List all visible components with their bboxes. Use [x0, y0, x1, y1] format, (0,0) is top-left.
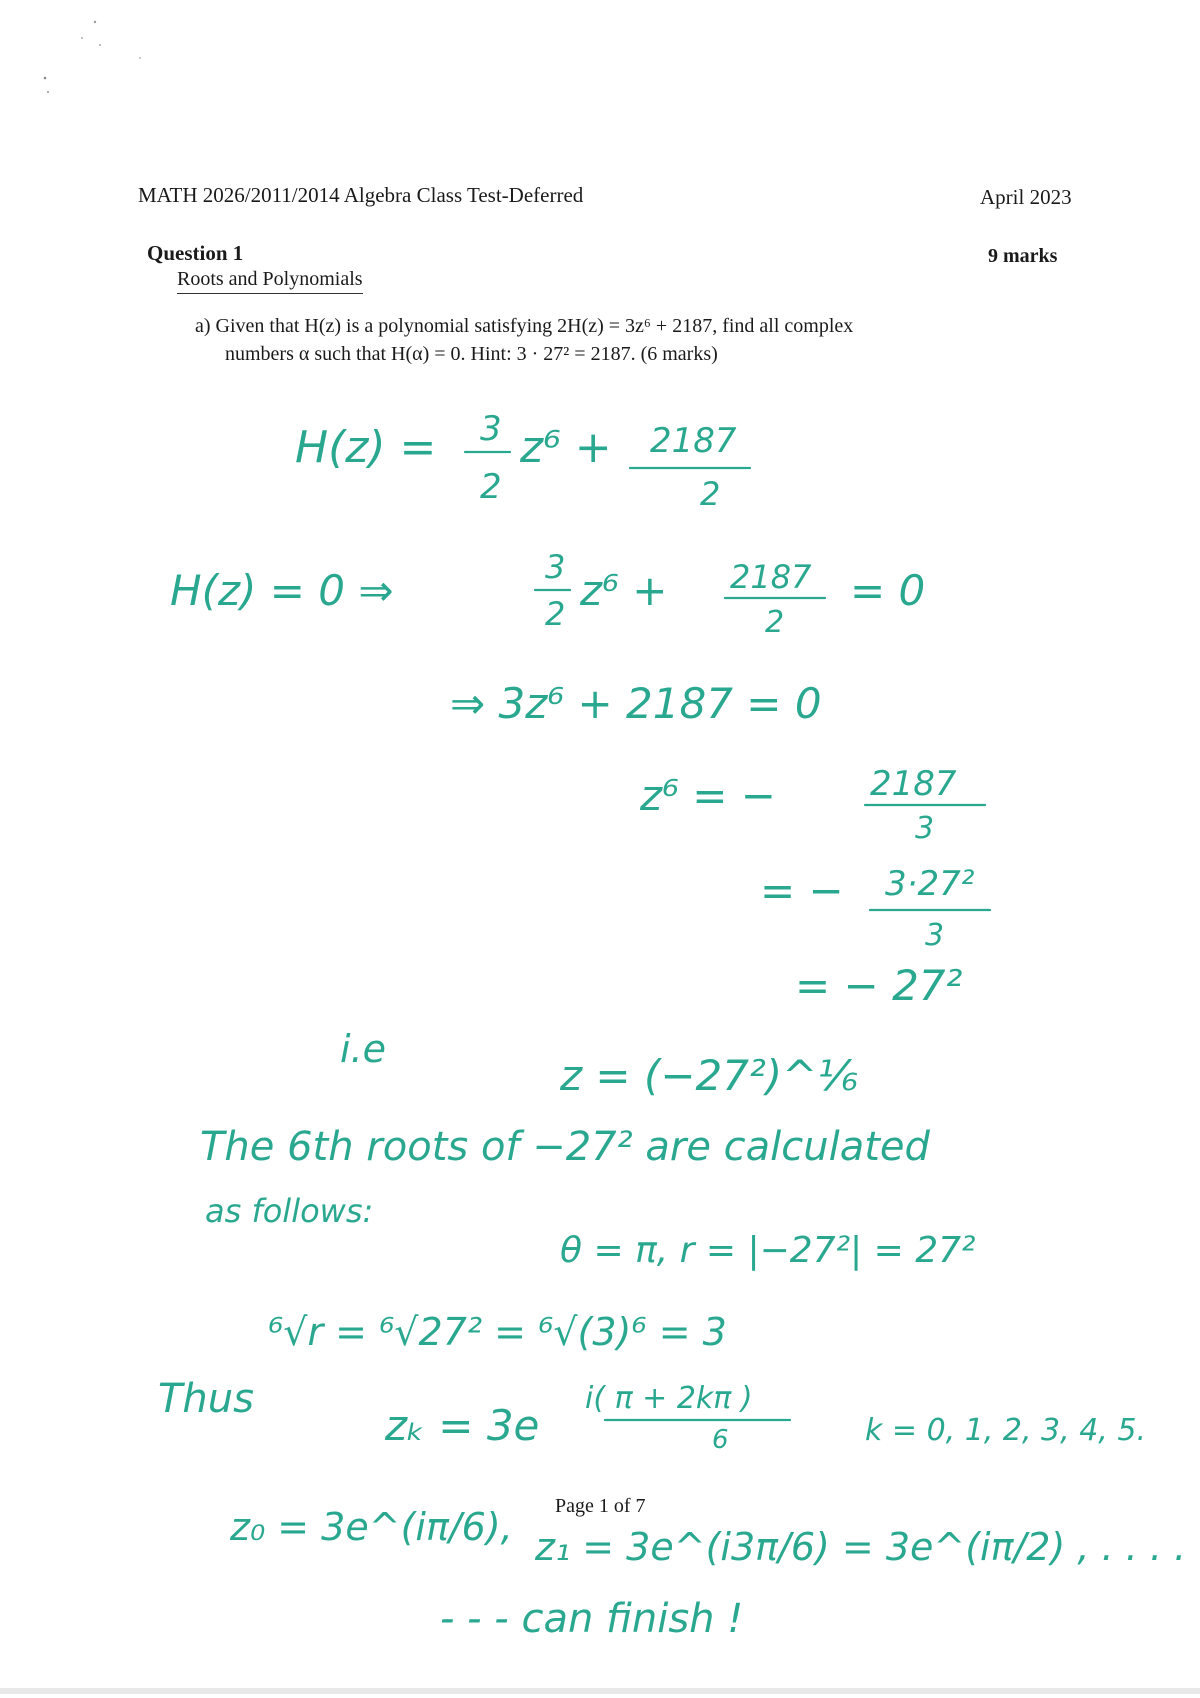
hw-line1-frac2-num: 2187 [650, 421, 737, 461]
hw-line8: The 6th roots of −27² are calculated [200, 1124, 930, 1170]
hw-line4-num: 2187 [870, 764, 957, 804]
hw-line11-k: k = 0, 1, 2, 3, 4, 5. [865, 1413, 1147, 1448]
hw-line7-ie: i.e [340, 1027, 387, 1071]
hw-line1-frac1-num: 3 [480, 409, 502, 449]
hw-line13: - - - can finish ! [440, 1596, 744, 1642]
problem-text-line-2: numbers α such that H(α) = 0. Hint: 3 · 27² = 2187. (6 marks) [225, 343, 718, 365]
hw-line2-frac1-den: 2 [545, 595, 566, 633]
hw-line11-eq: zₖ = 3e [385, 1401, 540, 1450]
hw-line11-exp-den: 6 [712, 1425, 729, 1455]
hw-line1-frac1-den: 2 [480, 467, 502, 507]
hw-line2-rhs: = 0 [850, 566, 926, 615]
question-title: Question 1 [147, 241, 244, 265]
hw-line6: = − 27² [795, 961, 963, 1010]
problem-text-line-1: a) Given that H(z) is a polynomial satisfying 2H(z) = 3z⁶ + 2187, find all complex [195, 315, 854, 337]
course-header: MATH 2026/2011/2014 Algebra Class Test-Deferred [138, 183, 584, 207]
hw-line2-mid: z⁶ + [580, 566, 668, 615]
hw-line1-lhs: H(z) = [295, 422, 437, 473]
hw-line3: ⇒ 3z⁶ + 2187 = 0 [450, 679, 822, 728]
hw-line12-a: z₀ = 3e^(iπ/6), [230, 1505, 513, 1549]
hw-line7-eq: z = (−27²)^⅙ [560, 1051, 859, 1100]
question-subtitle: Roots and Polynomials [177, 268, 363, 294]
hw-line2-frac1-num: 3 [545, 548, 566, 586]
hw-line5-den: 3 [925, 918, 945, 953]
hw-line5-num: 3·27² [885, 864, 975, 904]
hw-line9-a: as follows: [205, 1192, 374, 1230]
scan-artifacts [0, 0, 200, 120]
header-date: April 2023 [980, 185, 1072, 209]
question-marks: 9 marks [988, 245, 1058, 267]
hw-line1-frac2-den: 2 [700, 475, 721, 513]
hw-line12-b: z₁ = 3e^(i3π/6) = 3e^(iπ/2) , . . . . [535, 1525, 1187, 1569]
hw-line2-frac2-den: 2 [765, 605, 785, 640]
scan-bottom-edge [0, 1688, 1200, 1694]
hw-line2-lhs: H(z) = 0 ⇒ [170, 566, 394, 615]
hw-line4-den: 3 [915, 811, 935, 846]
hw-line1-mid: z⁶ + [520, 422, 612, 473]
hw-line10: ⁶√r = ⁶√27² = ⁶√(3)⁶ = 3 [268, 1310, 727, 1354]
hw-line4-lhs: z⁶ = − [640, 771, 776, 820]
hw-line11-thus: Thus [158, 1376, 254, 1422]
hw-line11-exp-num: i( π + 2kπ ) [585, 1381, 753, 1416]
hw-line5-lhs: = − [760, 866, 844, 915]
hw-line2-frac2-num: 2187 [730, 558, 812, 596]
page-number: Page 1 of 7 [555, 1495, 646, 1517]
hw-line9-b: θ = π, r = |−27²| = 27² [560, 1230, 976, 1271]
